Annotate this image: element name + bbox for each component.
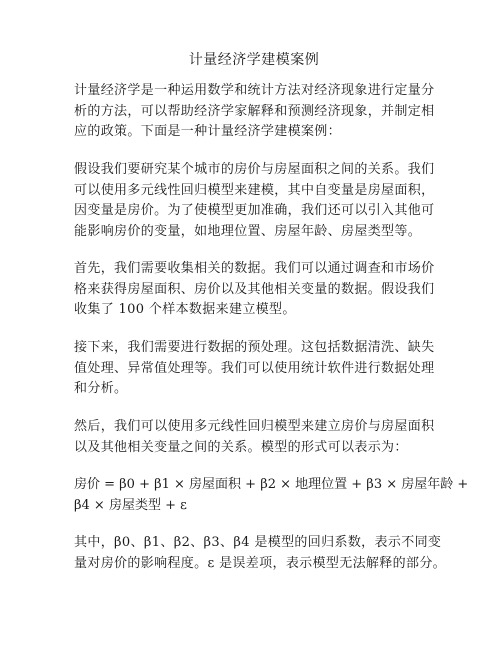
text-line: 因变量是房价。为了使模型更加准确，我们还可以引入其他可 <box>74 203 435 218</box>
paragraph-data-collection <box>74 259 436 321</box>
text-line: 可以使用多元线性回归模型来建模，其中自变量是房屋面积， <box>74 182 435 198</box>
text-line: 首先，我们需要收集相关的数据。我们可以通过调查和市场价 <box>74 261 435 276</box>
text-line: 值处理、异常值处理等。我们可以使用统计软件进行数据处理 <box>74 360 435 376</box>
paragraph-intro <box>74 81 436 143</box>
paragraph-assumption <box>74 160 436 242</box>
text-line: 能影响房价的变量，如地理位置、房屋年龄、房屋类型等。 <box>74 223 422 239</box>
document-title: 计量经济学建模案例 <box>188 52 320 68</box>
text-line: 以及其他相关变量之间的关系。模型的形式可以表示为： <box>74 439 408 455</box>
text-line: 应的政策。下面是一种计量经济学建模案例： <box>74 124 342 139</box>
text-line: 量对房价的影响程度。ε 是误差项，表示模型无法解释的部分。 <box>74 555 447 571</box>
text-line: 计量经济学是一种运用数学和统计方法对经济现象进行定量分 <box>74 83 435 98</box>
text-line: 收集了 100 个样本数据来建立模型。 <box>74 302 296 317</box>
paragraph-preprocessing <box>74 338 436 400</box>
paragraph-formula <box>74 475 469 516</box>
text-line: 析的方法，可以帮助经济学家解释和预测经济现象，并制定相 <box>74 103 435 119</box>
paragraph-modeling <box>74 417 436 458</box>
text-line: 格来获得房屋面积、房价以及其他相关变量的数据。假设我们 <box>74 281 435 297</box>
text-line: 假设我们要研究某个城市的房价与房屋面积之间的关系。我们 <box>74 162 435 177</box>
formula-line: 房价 = β0 + β1 × 房屋面积 + β2 × 地理位置 + β3 × 房屋年龄 + <box>74 477 469 492</box>
text-line: 和分析。 <box>74 381 128 396</box>
text-line: 然后，我们可以使用多元线性回归模型来建立房价与房屋面积 <box>74 419 435 434</box>
paragraph-coefficients <box>74 533 447 574</box>
text-line: 接下来，我们需要进行数据的预处理。这包括数据清洗、缺失 <box>74 340 435 355</box>
formula-line: β4 × 房屋类型 + ε <box>74 497 187 513</box>
text-line: 其中，β0、β1、β2、β3、β4 是模型的回归系数，表示不同变 <box>74 535 442 550</box>
